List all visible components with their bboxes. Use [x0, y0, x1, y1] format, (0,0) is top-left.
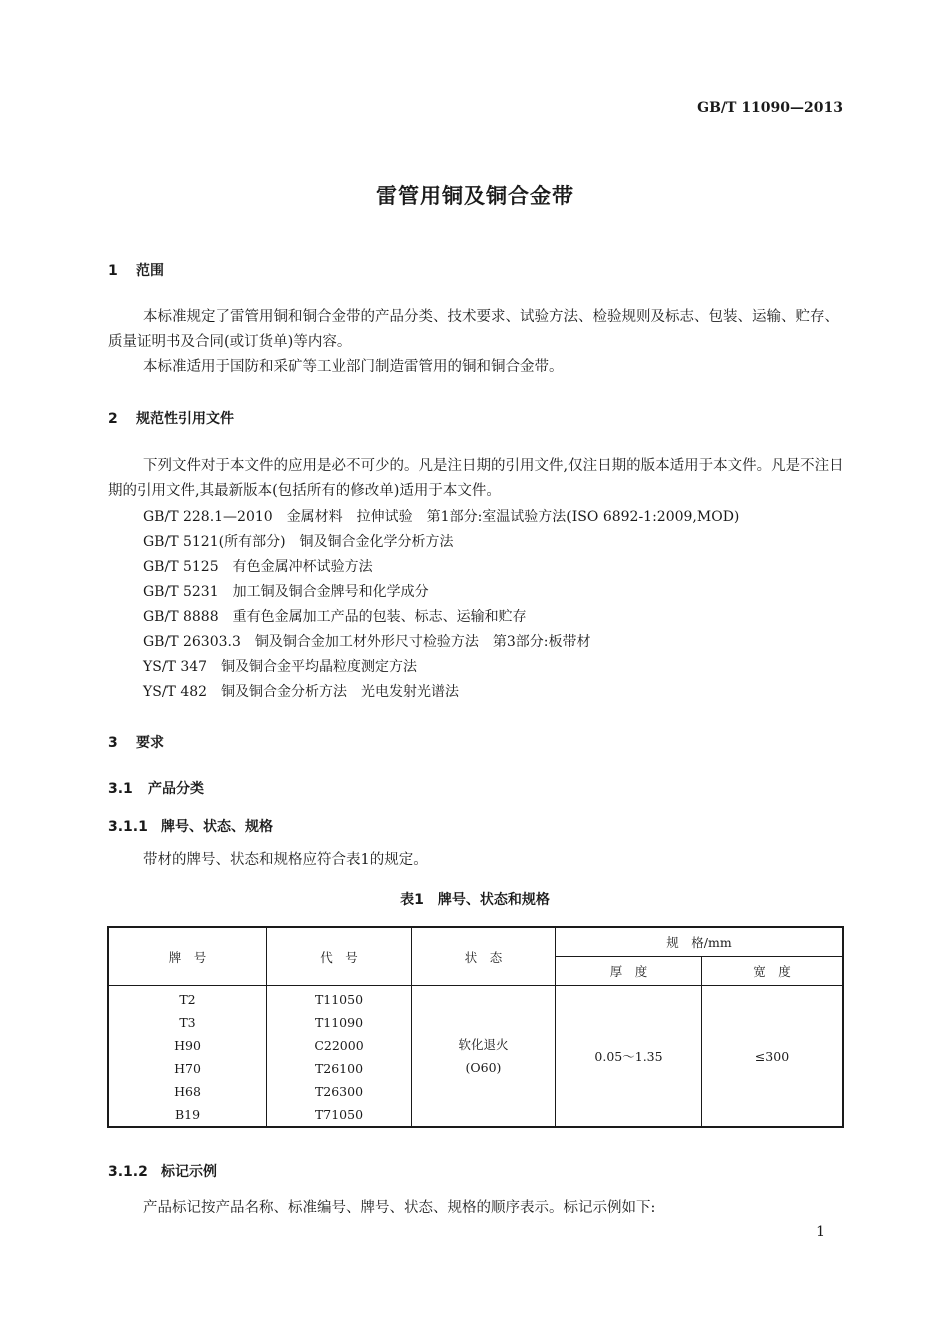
- grade-value: T3: [179, 1014, 196, 1030]
- grade-value: T2: [179, 991, 196, 1007]
- section-title: 要求: [136, 735, 164, 751]
- section-title: 产品分类: [148, 781, 204, 797]
- reference-code: GB/T 228.1—2010: [143, 509, 273, 525]
- code-value: T11090: [314, 1014, 364, 1030]
- table-caption: 表1 牌号、状态和规格: [400, 892, 550, 908]
- marking-paragraph: 产品标记按产品名称、标准编号、牌号、状态、规格的顺序表示。标记示例如下:: [143, 1200, 656, 1216]
- section-number: 1: [108, 263, 118, 279]
- scope-paragraph-2: 本标准适用于国防和采矿等工业部门制造雷管用的铜和铜合金带。: [143, 359, 564, 375]
- header-code: 代 号: [267, 927, 412, 986]
- reference-item: [143, 656, 417, 676]
- header-thickness: 厚 度: [556, 957, 702, 986]
- section-3-heading: [108, 732, 164, 752]
- reference-item: [143, 531, 454, 551]
- width-cell: ≤300: [702, 986, 844, 1128]
- paragraph: [108, 848, 844, 873]
- code-value: T71050: [314, 1106, 364, 1122]
- reference-code: GB/T 5125: [143, 559, 219, 575]
- reference-item: [143, 581, 429, 601]
- section-2-heading: [108, 408, 234, 428]
- reference-item: [143, 681, 459, 701]
- code-value: T26300: [314, 1083, 364, 1099]
- thickness-cell: 0.05～1.35: [556, 986, 702, 1128]
- paragraph: [108, 454, 844, 504]
- section-title: 规范性引用文件: [136, 411, 234, 427]
- reference-item: [143, 556, 373, 576]
- reference-title: 金属材料 拉伸试验 第1部分:室温试验方法(ISO 6892-1:2009,MOD): [286, 509, 740, 525]
- grade-value: H90: [174, 1037, 201, 1053]
- section-number: 3.1.1: [108, 819, 148, 835]
- section-number: 2: [108, 411, 118, 427]
- paragraph: [108, 305, 844, 380]
- reference-item: [143, 506, 739, 526]
- section-3-1-heading: [108, 778, 204, 798]
- page-number: 1: [816, 1224, 825, 1240]
- reference-title: 铜及铜合金分析方法 光电发射光谱法: [221, 684, 460, 700]
- reference-code: GB/T 5121(所有部分): [143, 534, 286, 550]
- header-width: 宽 度: [702, 957, 844, 986]
- section-3-1-1-heading: [108, 816, 273, 836]
- code-value: C22000: [314, 1037, 364, 1053]
- reference-title: 重有色金属加工产品的包装、标志、运输和贮存: [232, 609, 527, 625]
- temper-value: 软化退火: [458, 1037, 509, 1052]
- section-number: 3: [108, 735, 118, 751]
- header-grade: 牌 号: [108, 927, 267, 986]
- reference-item: [143, 606, 527, 626]
- grade-cell: [108, 986, 267, 1128]
- header-spec: 规 格/mm: [556, 927, 844, 957]
- reference-code: YS/T 347: [143, 659, 208, 675]
- grade-value: B19: [174, 1106, 201, 1122]
- document-title: 雷管用铜及铜合金带: [376, 184, 574, 208]
- code-value: T26100: [314, 1060, 364, 1076]
- section-title: 范围: [136, 263, 164, 279]
- code-cell: [267, 986, 412, 1128]
- temper-designation: (O60): [465, 1060, 502, 1075]
- table-reference-paragraph: 带材的牌号、状态和规格应符合表1的规定。: [143, 852, 428, 868]
- reference-title: 加工铜及铜合金牌号和化学成分: [232, 584, 429, 600]
- grade-value: H70: [174, 1060, 201, 1076]
- grade-value: H68: [174, 1083, 201, 1099]
- scope-paragraph-1: 本标准规定了雷管用铜和铜合金带的产品分类、技术要求、试验方法、检验规则及标志、包装、运输、贮存、质量证明书及合同(或订货单)等内容。: [108, 309, 839, 350]
- reference-title: 铜及铜合金化学分析方法: [299, 534, 454, 550]
- reference-code: GB/T 5231: [143, 584, 219, 600]
- temper-cell: [412, 986, 556, 1128]
- grade-temper-spec-table: [107, 926, 844, 1128]
- reference-code: GB/T 26303.3: [143, 634, 241, 650]
- reference-title: 有色金属冲杯试验方法: [232, 559, 373, 575]
- references-intro: 下列文件对于本文件的应用是必不可少的。凡是注日期的引用文件,仅注日期的版本适用于本文件。凡是不注日期的引用文件,其最新版本(包括所有的修改单)适用于本文件。: [108, 458, 844, 499]
- reference-item: [143, 631, 591, 651]
- reference-title: 铜及铜合金加工材外形尺寸检验方法 第3部分:板带材: [254, 634, 591, 650]
- section-1-heading: [108, 260, 164, 280]
- section-title: 牌号、状态、规格: [161, 819, 273, 835]
- section-title: 标记示例: [161, 1164, 217, 1180]
- section-3-1-2-heading: [108, 1161, 217, 1181]
- header-temper: 状 态: [412, 927, 556, 986]
- reference-title: 铜及铜合金平均晶粒度测定方法: [221, 659, 418, 675]
- section-number: 3.1.2: [108, 1164, 148, 1180]
- section-number: 3.1: [108, 781, 133, 797]
- paragraph: [108, 1196, 844, 1221]
- reference-code: GB/T 8888: [143, 609, 219, 625]
- reference-code: YS/T 482: [143, 684, 208, 700]
- code-value: T11050: [314, 991, 364, 1007]
- standard-number: GB/T 11090—2013: [697, 100, 843, 116]
